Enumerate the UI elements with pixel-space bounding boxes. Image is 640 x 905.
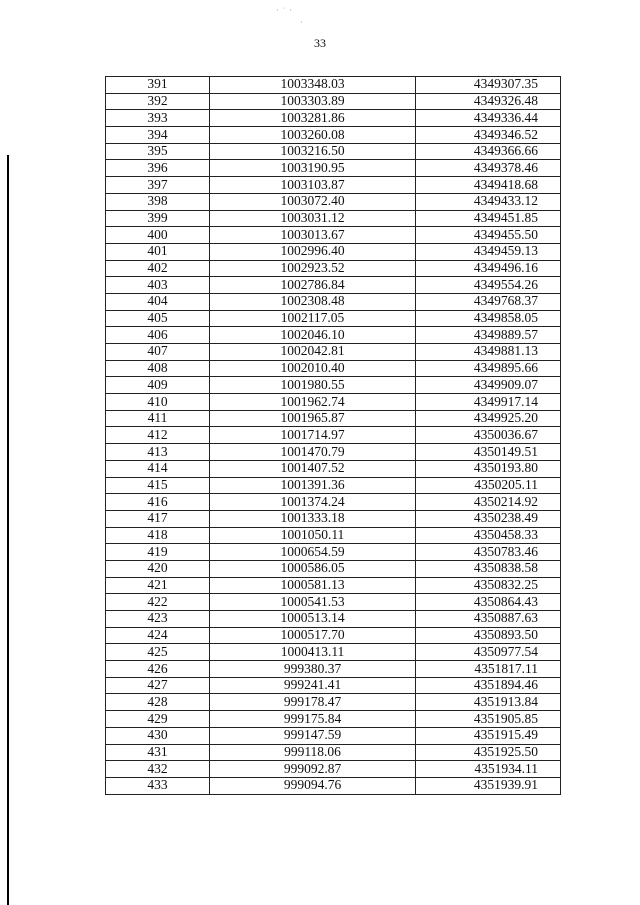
y-coordinate-cell: 4349455.50 <box>416 227 561 244</box>
table-row <box>106 527 561 544</box>
y-coordinate-cell: 4350893.50 <box>416 627 561 644</box>
point-number-cell: 423 <box>106 611 210 628</box>
table-row <box>106 77 561 94</box>
x-coordinate-cell: 1001470.79 <box>210 444 416 461</box>
y-coordinate-cell: 4349881.13 <box>416 344 561 361</box>
table-row <box>106 243 561 260</box>
x-coordinate-cell: 999175.84 <box>210 711 416 728</box>
point-number-cell: 424 <box>106 627 210 644</box>
y-coordinate-cell: 4349336.44 <box>416 110 561 127</box>
coordinates-table-body <box>106 77 561 795</box>
table-row <box>106 694 561 711</box>
point-number-cell: 427 <box>106 677 210 694</box>
y-coordinate-cell: 4350977.54 <box>416 644 561 661</box>
point-number-cell: 408 <box>106 360 210 377</box>
point-number-cell: 432 <box>106 761 210 778</box>
y-coordinate-cell: 4349768.37 <box>416 293 561 310</box>
table-row <box>106 427 561 444</box>
point-number-cell: 421 <box>106 577 210 594</box>
point-number-cell: 393 <box>106 110 210 127</box>
table-row <box>106 227 561 244</box>
point-number-cell: 417 <box>106 510 210 527</box>
y-coordinate-cell: 4351817.11 <box>416 661 561 678</box>
point-number-cell: 403 <box>106 277 210 294</box>
point-number-cell: 402 <box>106 260 210 277</box>
x-coordinate-cell: 1002308.48 <box>210 293 416 310</box>
x-coordinate-cell: 1001407.52 <box>210 460 416 477</box>
x-coordinate-cell: 1003031.12 <box>210 210 416 227</box>
x-coordinate-cell: 1000513.14 <box>210 611 416 628</box>
x-coordinate-cell: 1000517.70 <box>210 627 416 644</box>
y-coordinate-cell: 4349554.26 <box>416 277 561 294</box>
point-number-cell: 430 <box>106 727 210 744</box>
x-coordinate-cell: 1000541.53 <box>210 594 416 611</box>
y-coordinate-cell: 4350864.43 <box>416 594 561 611</box>
table-row <box>106 327 561 344</box>
x-coordinate-cell: 999178.47 <box>210 694 416 711</box>
table-row <box>106 677 561 694</box>
point-number-cell: 406 <box>106 327 210 344</box>
point-number-cell: 400 <box>106 227 210 244</box>
table-row <box>106 193 561 210</box>
table-row <box>106 477 561 494</box>
x-coordinate-cell: 1001962.74 <box>210 394 416 411</box>
x-coordinate-cell: 1002923.52 <box>210 260 416 277</box>
table-row <box>106 560 561 577</box>
point-number-cell: 407 <box>106 344 210 361</box>
table-row <box>106 377 561 394</box>
table-row <box>106 544 561 561</box>
point-number-cell: 404 <box>106 293 210 310</box>
point-number-cell: 410 <box>106 394 210 411</box>
y-coordinate-cell: 4349326.48 <box>416 93 561 110</box>
point-number-cell: 398 <box>106 193 210 210</box>
point-number-cell: 401 <box>106 243 210 260</box>
table-row <box>106 711 561 728</box>
y-coordinate-cell: 4351939.91 <box>416 777 561 794</box>
y-coordinate-cell: 4350838.58 <box>416 560 561 577</box>
point-number-cell: 394 <box>106 127 210 144</box>
point-number-cell: 425 <box>106 644 210 661</box>
table-row <box>106 127 561 144</box>
point-number-cell: 433 <box>106 777 210 794</box>
x-coordinate-cell: 1002010.40 <box>210 360 416 377</box>
y-coordinate-cell: 4349858.05 <box>416 310 561 327</box>
x-coordinate-cell: 1003303.89 <box>210 93 416 110</box>
x-coordinate-cell: 1001965.87 <box>210 410 416 427</box>
y-coordinate-cell: 4349418.68 <box>416 177 561 194</box>
y-coordinate-cell: 4349378.46 <box>416 160 561 177</box>
table-row <box>106 394 561 411</box>
x-coordinate-cell: 1003013.67 <box>210 227 416 244</box>
coordinates-table <box>105 76 561 795</box>
table-row <box>106 277 561 294</box>
point-number-cell: 428 <box>106 694 210 711</box>
table-row <box>106 160 561 177</box>
y-coordinate-cell: 4351894.46 <box>416 677 561 694</box>
point-number-cell: 411 <box>106 410 210 427</box>
point-number-cell: 415 <box>106 477 210 494</box>
table-row <box>106 110 561 127</box>
x-coordinate-cell: 1001980.55 <box>210 377 416 394</box>
x-coordinate-cell: 1000581.13 <box>210 577 416 594</box>
y-coordinate-cell: 4349496.16 <box>416 260 561 277</box>
table-row <box>106 510 561 527</box>
binding-edge-line <box>7 155 9 905</box>
y-coordinate-cell: 4351934.11 <box>416 761 561 778</box>
table-row <box>106 143 561 160</box>
point-number-cell: 405 <box>106 310 210 327</box>
y-coordinate-cell: 4350036.67 <box>416 427 561 444</box>
y-coordinate-cell: 4350193.80 <box>416 460 561 477</box>
table-row <box>106 661 561 678</box>
x-coordinate-cell: 999380.37 <box>210 661 416 678</box>
point-number-cell: 413 <box>106 444 210 461</box>
x-coordinate-cell: 1000654.59 <box>210 544 416 561</box>
x-coordinate-cell: 1001714.97 <box>210 427 416 444</box>
point-number-cell: 416 <box>106 494 210 511</box>
x-coordinate-cell: 1002117.05 <box>210 310 416 327</box>
y-coordinate-cell: 4350238.49 <box>416 510 561 527</box>
y-coordinate-cell: 4349366.66 <box>416 143 561 160</box>
x-coordinate-cell: 999118.06 <box>210 744 416 761</box>
point-number-cell: 420 <box>106 560 210 577</box>
point-number-cell: 412 <box>106 427 210 444</box>
y-coordinate-cell: 4349459.13 <box>416 243 561 260</box>
table-row <box>106 260 561 277</box>
y-coordinate-cell: 4350887.63 <box>416 611 561 628</box>
x-coordinate-cell: 1000413.11 <box>210 644 416 661</box>
y-coordinate-cell: 4351905.85 <box>416 711 561 728</box>
y-coordinate-cell: 4350458.33 <box>416 527 561 544</box>
x-coordinate-cell: 1001374.24 <box>210 494 416 511</box>
table-row <box>106 761 561 778</box>
x-coordinate-cell: 1002042.81 <box>210 344 416 361</box>
x-coordinate-cell: 999092.87 <box>210 761 416 778</box>
table-row <box>106 644 561 661</box>
point-number-cell: 426 <box>106 661 210 678</box>
x-coordinate-cell: 1002786.84 <box>210 277 416 294</box>
y-coordinate-cell: 4350205.11 <box>416 477 561 494</box>
table-row <box>106 460 561 477</box>
point-number-cell: 409 <box>106 377 210 394</box>
table-row <box>106 627 561 644</box>
table-row <box>106 93 561 110</box>
x-coordinate-cell: 1001333.18 <box>210 510 416 527</box>
table-row <box>106 177 561 194</box>
table-row <box>106 577 561 594</box>
y-coordinate-cell: 4349895.66 <box>416 360 561 377</box>
y-coordinate-cell: 4349346.52 <box>416 127 561 144</box>
y-coordinate-cell: 4351925.50 <box>416 744 561 761</box>
x-coordinate-cell: 999241.41 <box>210 677 416 694</box>
y-coordinate-cell: 4349909.07 <box>416 377 561 394</box>
x-coordinate-cell: 1003260.08 <box>210 127 416 144</box>
table-row <box>106 611 561 628</box>
table-row <box>106 210 561 227</box>
y-coordinate-cell: 4349925.20 <box>416 410 561 427</box>
y-coordinate-cell: 4350149.51 <box>416 444 561 461</box>
point-number-cell: 391 <box>106 77 210 94</box>
x-coordinate-cell: 1000586.05 <box>210 560 416 577</box>
y-coordinate-cell: 4349307.35 <box>416 77 561 94</box>
page-number: 33 <box>314 36 326 50</box>
table-row <box>106 360 561 377</box>
point-number-cell: 396 <box>106 160 210 177</box>
table-row <box>106 727 561 744</box>
x-coordinate-cell: 1003190.95 <box>210 160 416 177</box>
y-coordinate-cell: 4351915.49 <box>416 727 561 744</box>
y-coordinate-cell: 4349889.57 <box>416 327 561 344</box>
point-number-cell: 395 <box>106 143 210 160</box>
point-number-cell: 419 <box>106 544 210 561</box>
y-coordinate-cell: 4349451.85 <box>416 210 561 227</box>
table-row <box>106 293 561 310</box>
table-row <box>106 410 561 427</box>
x-coordinate-cell: 1002046.10 <box>210 327 416 344</box>
x-coordinate-cell: 999094.76 <box>210 777 416 794</box>
x-coordinate-cell: 1003348.03 <box>210 77 416 94</box>
x-coordinate-cell: 1003072.40 <box>210 193 416 210</box>
table-row <box>106 777 561 794</box>
x-coordinate-cell: 1002996.40 <box>210 243 416 260</box>
x-coordinate-cell: 1003281.86 <box>210 110 416 127</box>
table-row <box>106 344 561 361</box>
point-number-cell: 414 <box>106 460 210 477</box>
x-coordinate-cell: 1001391.36 <box>210 477 416 494</box>
y-coordinate-cell: 4350214.92 <box>416 494 561 511</box>
x-coordinate-cell: 1001050.11 <box>210 527 416 544</box>
table-row <box>106 594 561 611</box>
point-number-cell: 392 <box>106 93 210 110</box>
x-coordinate-cell: 1003216.50 <box>210 143 416 160</box>
point-number-cell: 431 <box>106 744 210 761</box>
table-row <box>106 494 561 511</box>
table-row <box>106 310 561 327</box>
x-coordinate-cell: 1003103.87 <box>210 177 416 194</box>
y-coordinate-cell: 4350832.25 <box>416 577 561 594</box>
scan-artifact-mark: · ˙ · <box>276 6 293 15</box>
y-coordinate-cell: 4349917.14 <box>416 394 561 411</box>
y-coordinate-cell: 4350783.46 <box>416 544 561 561</box>
scan-artifact-mark: · <box>300 18 304 27</box>
point-number-cell: 397 <box>106 177 210 194</box>
point-number-cell: 429 <box>106 711 210 728</box>
y-coordinate-cell: 4349433.12 <box>416 193 561 210</box>
point-number-cell: 418 <box>106 527 210 544</box>
point-number-cell: 399 <box>106 210 210 227</box>
point-number-cell: 422 <box>106 594 210 611</box>
table-row <box>106 444 561 461</box>
table-row <box>106 744 561 761</box>
y-coordinate-cell: 4351913.84 <box>416 694 561 711</box>
x-coordinate-cell: 999147.59 <box>210 727 416 744</box>
